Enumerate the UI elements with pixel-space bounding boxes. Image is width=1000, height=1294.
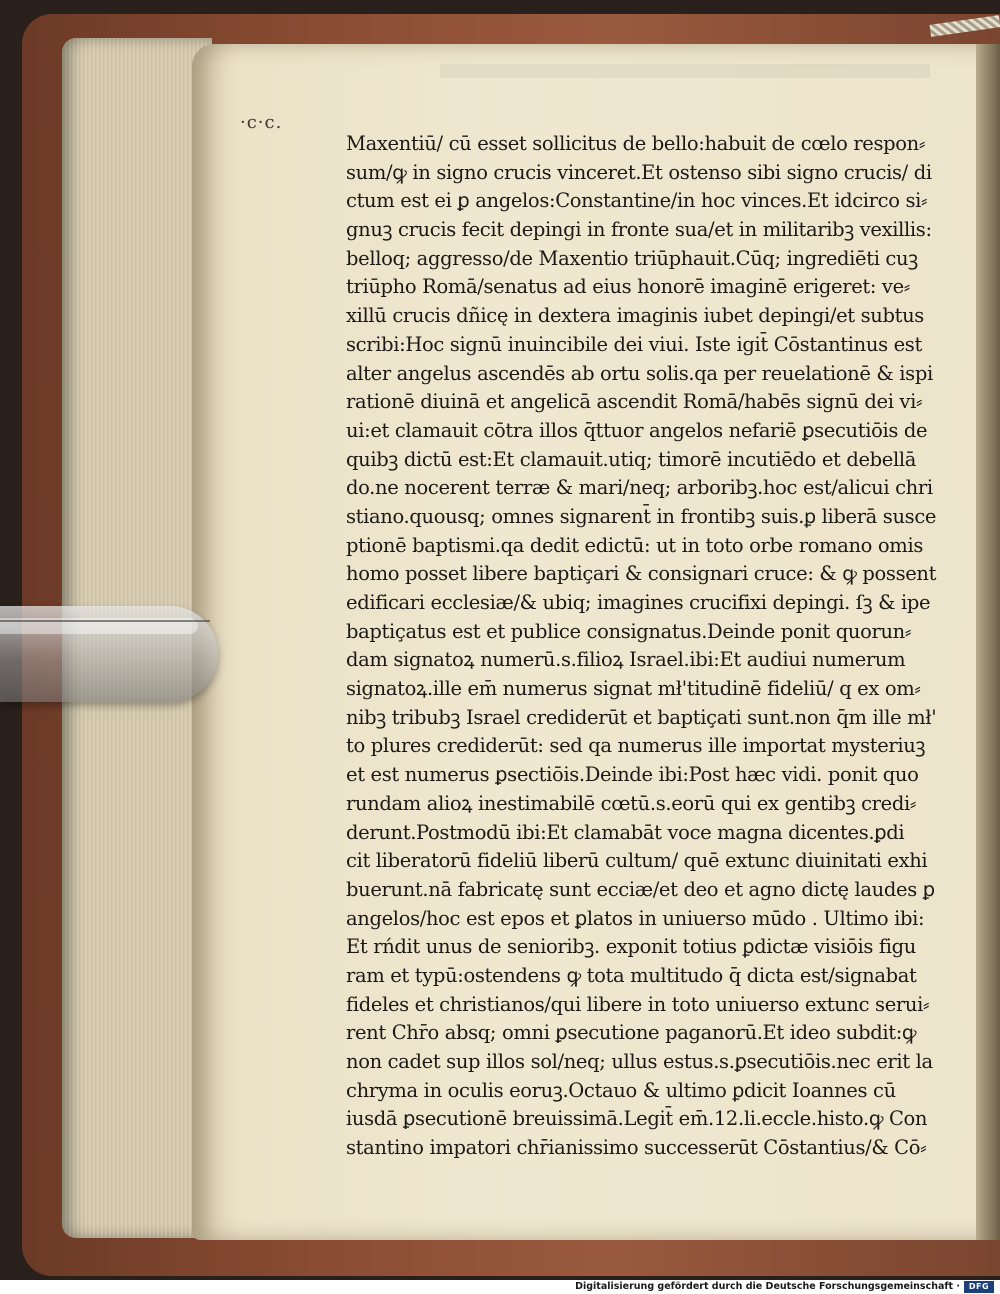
- text-line: xillū crucis dñicę in dextera imaginis iubet depingi/et subtus: [346, 304, 924, 328]
- text-line: baptiçatus est et publice consignatus.Deinde ponit quorun⸗: [346, 619, 912, 643]
- text-line: ram et typū:ostendens ꝙ tota multitudo q̄ dicta est/signabat: [346, 963, 917, 987]
- text-line: et est numerus ꝑsectiōis.Deinde ibi:Post hæc vidi. ponit quo: [346, 763, 919, 787]
- text-line: sum/ꝙ in signo crucis vinceret.Et ostenso sibi signo crucis/ di: [346, 160, 932, 184]
- bookmark-edge-line: [0, 620, 210, 622]
- text-line: chryma in oculis eoruꝫ.Octauo & ultimo ꝑdicit Ioannes cū: [346, 1078, 896, 1102]
- text-line: ctum est ei ꝑ angelos:Constantine/in hoc vinces.Et idcirco si⸗: [346, 189, 928, 213]
- text-line: rationē diuinā et angelicā ascendit Romā/habēs signū dei vi⸗: [346, 390, 923, 414]
- text-line: derunt.Postmodū ibi:Et clamabāt voce magna dicentes.ꝑdi: [346, 820, 905, 844]
- text-line: nibꝫ tribubꝫ Israel crediderūt et baptiçati sunt.non q̄m ille mł': [346, 705, 937, 729]
- page-text-block: [346, 130, 938, 1163]
- text-line: Et rńdit unus de senioribꝫ. exponit totius ꝑdictæ visiōis figu: [346, 935, 916, 959]
- gutter-shadow: [976, 44, 1000, 1240]
- text-line: gnuꝫ crucis fecit depingi in fronte sua/et in militaribꝫ vexillis:: [346, 218, 932, 242]
- text-line: belloq; aggresso/de Maxentio triūphauit.Cūq; ingrediēti cuꝫ: [346, 246, 918, 270]
- text-line: triūpho Romā/senatus ad eius honorē imaginē erigeret: ve⸗: [346, 275, 910, 299]
- page-corner-mark: ·c·c.: [240, 112, 283, 133]
- text-line: signatoꝝ.ille em̄ numerus signat mł'titudinē fideliū/ q ex om⸗: [346, 677, 921, 701]
- text-line: buerunt.nā fabricatę sunt ecciæ/et deo et agno dictę laudes ꝑ: [346, 877, 935, 901]
- text-line: Maxentiū/ cū esset sollicitus de bello:habuit de cœlo respon⸗: [346, 132, 926, 155]
- text-line: homo posset libere baptiçari & consignari cruce: & ꝙ possent: [346, 562, 937, 586]
- text-line: scribi:Hoc signū inuincibile dei viui. Iste igit̄ Cōstantinus est: [346, 332, 922, 356]
- dfg-logo-icon: DFG: [964, 1281, 994, 1293]
- dfg-credit-text: Digitalisierung gefördert durch die Deutsche Forschungsgemeinschaft ·: [575, 1281, 960, 1292]
- text-line: rundam alioꝝ inestimabilē cœtū.s.eorū qui ex gentibꝫ credi⸗: [346, 791, 916, 815]
- text-line: alter angelus ascendēs ab ortu solis.qa per reuelationē & ispi: [346, 361, 933, 385]
- text-line: quibꝫ dictū est:Et clamauit.utiq; timorē incutiēdo et debellā: [346, 447, 917, 471]
- text-line: non cadet sup illos sol/neq; ullus estus.s.ꝑsecutiōis.nec erit la: [346, 1050, 933, 1073]
- text-line: do.ne nocerent terræ & mari/neq; arboribꝫ.hoc est/alicui chri: [346, 476, 933, 500]
- text-line: dam signatoꝝ numerū.s.filioꝝ Israel.ibi:Et audiui numerum: [346, 648, 906, 672]
- text-line: fideles et christianos/qui libere in toto uniuerso extunc serui⸗: [346, 992, 930, 1016]
- text-line: rent Chr̄o absq; omni ꝑsecutione paganorū.Et ideo subdit:ꝙ: [346, 1021, 917, 1045]
- text-line: ptionē baptismi.qa dedit edictū: ut in toto orbe romano omis: [346, 533, 923, 557]
- text-line: angelos/hoc est epos et ꝑlatos in uniuerso mūdo . Ultimo ibi:: [346, 906, 925, 930]
- text-line: iusdā ꝑsecutionē breuissimā.Legit̄ em̄.12.li.eccle.histo.ꝙ Con: [346, 1107, 928, 1131]
- text-line: cit liberatorū fideliū liberū cultum/ quē extunc diuinitati exhi: [346, 849, 928, 873]
- text-line: edificari ecclesiæ/& ubiq; imagines crucifixi depingi. ſꝫ & ipe: [346, 591, 931, 614]
- text-line: ui:et clamauit cōtra illos q̄ttuor angelos nefariē ꝑsecutiōis de: [346, 418, 928, 442]
- text-line: stantino impatori chr̄ianissimo successerūt Cōstantius/& Cō⸗: [346, 1136, 927, 1160]
- text-line: to plures crediderūt: sed qa numerus ille importat mysteriuꝫ: [346, 734, 926, 758]
- text-line: stiano.quousq; omnes signarent̄ in frontibꝫ suis.ꝑ liberā susce: [346, 504, 937, 528]
- bleed-through-line: [440, 64, 930, 78]
